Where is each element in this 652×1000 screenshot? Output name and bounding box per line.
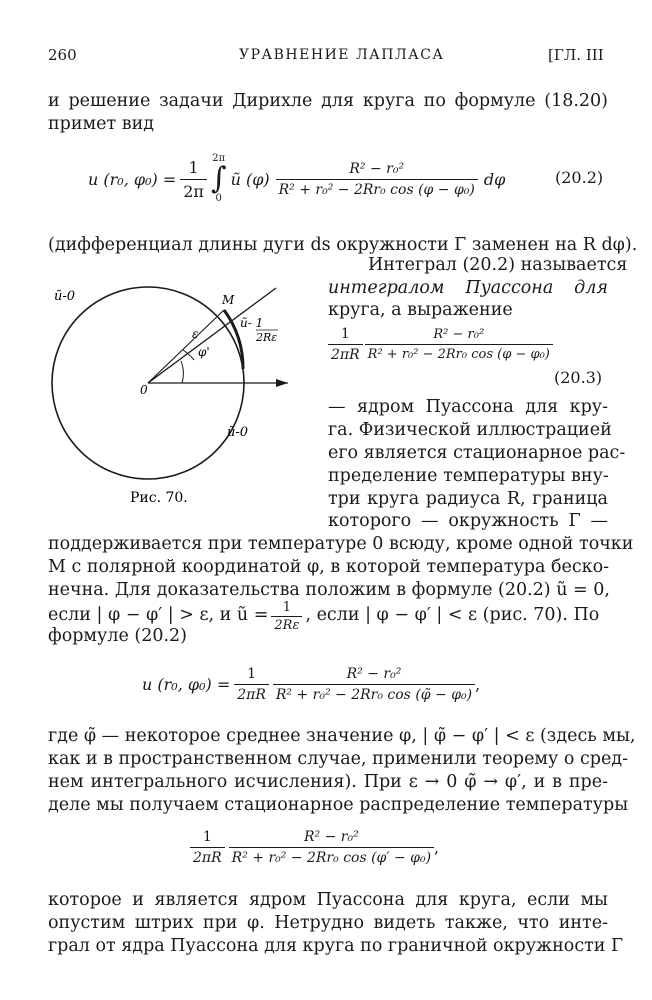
text-line: его является стационарное рас-	[328, 443, 626, 463]
equation-mid	[142, 662, 480, 706]
text-line: которое и является ядром Пуассона для круга, если мы	[48, 890, 608, 910]
eq-comma: ,	[434, 837, 440, 857]
kernel-numerator: R² − r₀²	[349, 160, 405, 177]
running-title: УРАВНЕНИЕ ЛАПЛАСА	[239, 47, 445, 63]
coef-denominator: 2πR	[190, 847, 225, 866]
label-u-value: ũ- 1	[240, 316, 264, 330]
text-segment: если | φ − φ′ | > ε, и ũ =	[48, 605, 269, 626]
fraction-denominator: 2Rε	[271, 616, 302, 632]
coef-numerator: 1	[202, 828, 212, 845]
equation-last	[190, 825, 439, 869]
kernel-denominator: R² + r₀² − 2Rr₀ cos (φ′ − φ₀)	[229, 847, 434, 866]
coef-numerator: 1	[247, 665, 256, 682]
coef-denominator: 2πR	[328, 344, 363, 363]
upper-limit: 2π	[212, 153, 226, 164]
figure-70	[48, 270, 320, 515]
eq-coef	[180, 158, 207, 201]
kernel-numerator: R² − r₀²	[433, 326, 485, 342]
text-line: три круга радиуса R, граница	[328, 489, 608, 509]
kernel-numerator: R² − r₀²	[304, 828, 359, 845]
equation-20-3	[328, 324, 553, 364]
text-line: опустим штрих при φ. Нетрудно видеть также, что инте-	[48, 913, 608, 933]
page-number: 260	[48, 46, 77, 64]
label-eps: ε	[192, 327, 199, 341]
lower-limit: 0	[215, 193, 222, 204]
integral-sign: 2π ∫ 0	[210, 153, 227, 204]
text-line: круга, а выражение	[328, 300, 513, 320]
integrand: ũ (φ)	[230, 169, 270, 189]
eq-coef	[190, 829, 225, 866]
text-segment: , если | φ − φ′ | < ε (рис. 70). По	[305, 605, 600, 626]
eq-lhs: u (r₀, φ₀) =	[142, 674, 231, 694]
eq-coef	[328, 326, 363, 363]
label-u-denominator: 2Rε	[256, 331, 278, 344]
label-O: 0	[140, 383, 148, 397]
text-line: которого — окружность Γ —	[328, 511, 608, 531]
figure-caption: Рис. 70.	[130, 490, 188, 506]
fraction-numerator: 1	[282, 599, 292, 615]
label-u0-top: ũ-0	[54, 289, 76, 304]
kernel-numerator: R² − r₀²	[346, 665, 402, 682]
label-u0-bottom: ũ-0	[227, 425, 249, 440]
text-line: пределение температуры вну-	[328, 466, 609, 486]
text-line: — ядром Пуассона для кру-	[328, 397, 608, 417]
label-phi: φ'	[198, 345, 210, 359]
text-line: формуле (20.2)	[48, 626, 188, 646]
text-line: поддерживается при температуре 0 всюду, кроме одной точки	[48, 534, 634, 554]
coef-denominator: 2π	[180, 179, 207, 201]
inline-fraction	[271, 601, 302, 632]
label-M: M	[222, 293, 235, 307]
kernel-denominator: R² + r₀² − 2Rr₀ cos (φ − φ₀)	[276, 179, 478, 198]
text-line: деле мы получаем стационарное распределение температуры	[48, 795, 629, 815]
chapter-label: [ГЛ. III	[548, 46, 604, 64]
equation-number: (20.3)	[554, 368, 603, 387]
coef-numerator: 1	[188, 157, 199, 177]
coef-numerator: 1	[340, 325, 350, 342]
axis-arrow	[276, 379, 288, 387]
text-line: грал от ядра Пуассона для круга по граничной окружности Γ	[48, 936, 624, 956]
text-line: нечна. Для доказательства положим в формуле (20.2) ũ = 0,	[48, 580, 610, 600]
eq-coef	[234, 666, 269, 703]
radius-to-M	[148, 310, 224, 383]
text-line: где φ̃ — некоторое среднее значение φ, | φ̃ − φ′ | < ε (здесь мы,	[48, 726, 636, 746]
kernel-fraction	[276, 161, 478, 198]
text-line: и решение задачи Дирихле для круга по формуле (18.20)	[48, 91, 608, 111]
kernel-denominator: R² + r₀² − 2Rr₀ cos (φ̃ − φ₀)	[273, 684, 475, 703]
eq-lhs: u (r₀, φ₀) =	[88, 169, 177, 189]
differential: dφ	[483, 169, 506, 189]
text-line: (дифференциал длины дуги ds окружности Γ заменен на R dφ).	[48, 235, 638, 255]
text-line: нем интегрального исчисления). При ε → 0 φ̃ → φ′, и в пре-	[48, 772, 608, 792]
eq-comma: ,	[475, 674, 481, 694]
kernel-fraction	[365, 327, 553, 362]
kernel-fraction	[229, 829, 434, 866]
text-line: примет вид	[48, 114, 155, 134]
text-line: M с полярной координатой φ, в которой температура беско-	[48, 557, 610, 577]
text-line: интегралом Пуассона для	[328, 278, 608, 298]
text-line: га. Физической иллюстрацией	[328, 420, 612, 440]
kernel-fraction	[273, 666, 475, 703]
kernel-denominator: R² + r₀² − 2Rr₀ cos (φ − φ₀)	[365, 344, 553, 362]
text-line: Интеграл (20.2) называется	[368, 255, 628, 275]
angle-phi-arc	[181, 361, 183, 383]
equation-20-2	[88, 146, 505, 212]
equation-number: (20.2)	[555, 168, 604, 187]
text-line: как и в пространственном случае, применили теорему о сред-	[48, 749, 629, 769]
coef-denominator: 2πR	[234, 684, 269, 703]
